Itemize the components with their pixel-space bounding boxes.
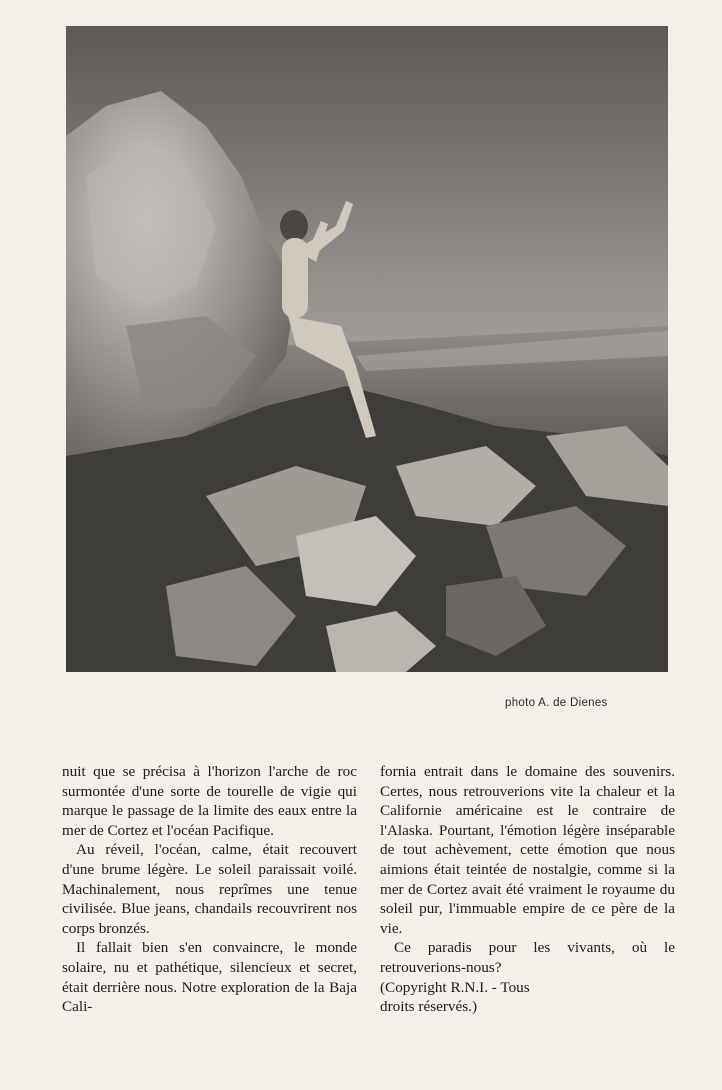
paragraph: fornia entrait dans le domaine des souvenirs. Certes, nous retrouverions vite la chaleur et la Californie américaine est le contraire de l'Alaska. Pourtant, l'émotion légère inséparable de tout achèvement, cette émotion que nous aimions était teintée de nostalgie, comme si la mer de Cortez avait été vraiment le royaume du soleil pur, l'immuable empire de ce père de la vie.: [380, 763, 675, 937]
copyright-line: (Copyright R.N.I. - Tous: [380, 978, 530, 996]
paragraph: nuit que se précisa à l'horizon l'arche de roc surmontée d'une sorte de tourelle de vigie qui marque le passage de la limite des eaux entre la mer de Cortez et l'océan Pacifique.: [62, 763, 357, 839]
copyright-line: droits réservés.): [380, 998, 477, 1016]
photo-credit: photo A. de Dienes: [505, 697, 608, 709]
paragraph: Ce paradis pour les vivants, où le retrouverions-nous?: [380, 939, 675, 976]
article-column-left: [62, 762, 357, 1017]
article-photo: [66, 26, 668, 672]
copyright-notice: [380, 978, 675, 1017]
paragraph: Il fallait bien s'en convaincre, le monde solaire, nu et pathétique, silencieux et secret, était derrière nous. Notre exploration de la Baja Cali-: [62, 939, 357, 1016]
paragraph: Au réveil, l'océan, calme, était recouvert d'une brume légère. Le soleil paraissait voilé. Machinalement, nous reprîmes une tenue civilisée. Blue jeans, chandails recouvrirent nos corps bronzés.: [62, 841, 357, 937]
article-column-right: [380, 762, 675, 1017]
photo-illustration: [66, 26, 668, 672]
